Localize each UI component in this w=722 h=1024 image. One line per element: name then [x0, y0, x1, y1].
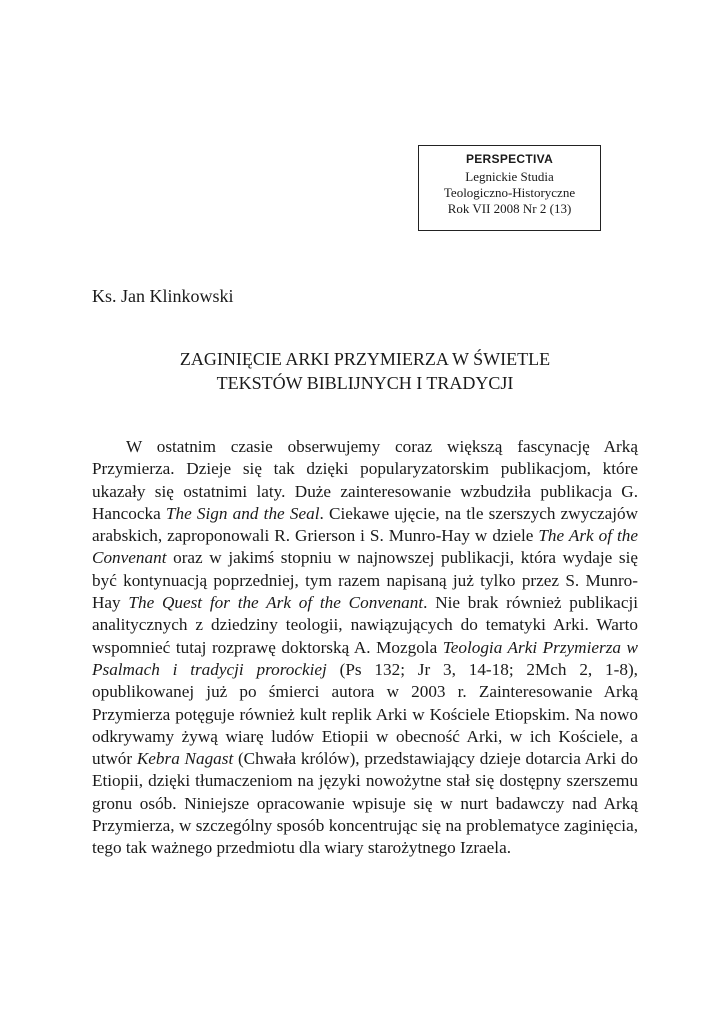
- text-segment: (Ps 132; Jr 3, 14-18; 2Mch 2, 1-8), opublikowanej już po śmierci autora w 2003 r. Zainteresowanie Arką Przymierza potęguje również kult replik Arki w Kościele Etiopskim. Na nowo odkrywamy żywą wiarę ludów Etiopii w obecność Arki, w ich Kościele, a utwór: [92, 659, 638, 769]
- text-segment: (Chwała królów), przedstawiający dzieje dotarcia Arki do Etiopii, dzięki tłumaczeniom na języki nowożytne stał się dostępny szerszemu gronu osób. Niniejsze opracowanie wpisuje się w nurt badawczy nad Arką Przymierza, w szczególny sposób koncentrując się na problematyce zaginięcia, tego tak ważnego przedmiotu dla wiary starożytnego Izraela.: [92, 749, 639, 858]
- book-title-ark-of-convenant: The Ark of the Convenant: [92, 526, 638, 568]
- text-segment: . Nie brak również publikacji analitycznych z dziedziny teologii, nawiązujących do tematyki Arki. Warto wspomnieć tutaj rozprawę doktorską A. Mozgola: [92, 593, 638, 657]
- text-segment: W ostatnim czasie obserwujemy coraz większą fascynację Arką Przymierza. Dzieje się tak dzięki popularyzatorskim publikacjom, które ukazały się ostatnimi laty. Duże zainteresowanie wzbudziła publikacja G. Hancocka: [92, 437, 638, 523]
- text-segment: . Ciekawe ujęcie, na tle szerszych zwyczajów arabskich, zaproponowali R. Grierson i S. Munro-Hay w dziele: [92, 503, 638, 546]
- book-title-sign-and-seal: The Sign and the Seal: [165, 503, 320, 523]
- journal-issue: Rok VII 2008 Nr 2 (13): [447, 201, 572, 216]
- intro-paragraph: [92, 436, 638, 860]
- journal-name: PERSPECTIVA: [465, 152, 554, 166]
- article-title: [92, 347, 638, 395]
- article-title-line-2: TEKSTÓW BIBLIJNYCH I TRADYCJI: [216, 373, 514, 393]
- text-segment: oraz w jakimś stopniu w najnowszej publikacji, która wydaje się być kontynuacją poprzedniej, tym razem napisaną już tylko przez S. Munro-Hay: [92, 548, 638, 613]
- journal-subtitle-2: Teologiczno-Historyczne: [443, 185, 576, 200]
- article-body: [92, 436, 638, 860]
- book-title-teologia-arki: Teologia Arki Przymierza w Psalmach i tradycji prorockiej: [92, 637, 638, 679]
- article-title-line-1: ZAGINIĘCIE ARKI PRZYMIERZA W ŚWIETLE: [179, 349, 551, 369]
- journal-info-box: [418, 145, 601, 231]
- journal-subtitle: Legnickie Studia: [465, 169, 554, 184]
- book-title-kebra-nagast: Kebra Nagast: [136, 749, 234, 769]
- author-name: Ks. Jan Klinkowski: [92, 286, 234, 306]
- book-title-quest-for-ark: The Quest for the Ark of the Convenant: [128, 593, 424, 613]
